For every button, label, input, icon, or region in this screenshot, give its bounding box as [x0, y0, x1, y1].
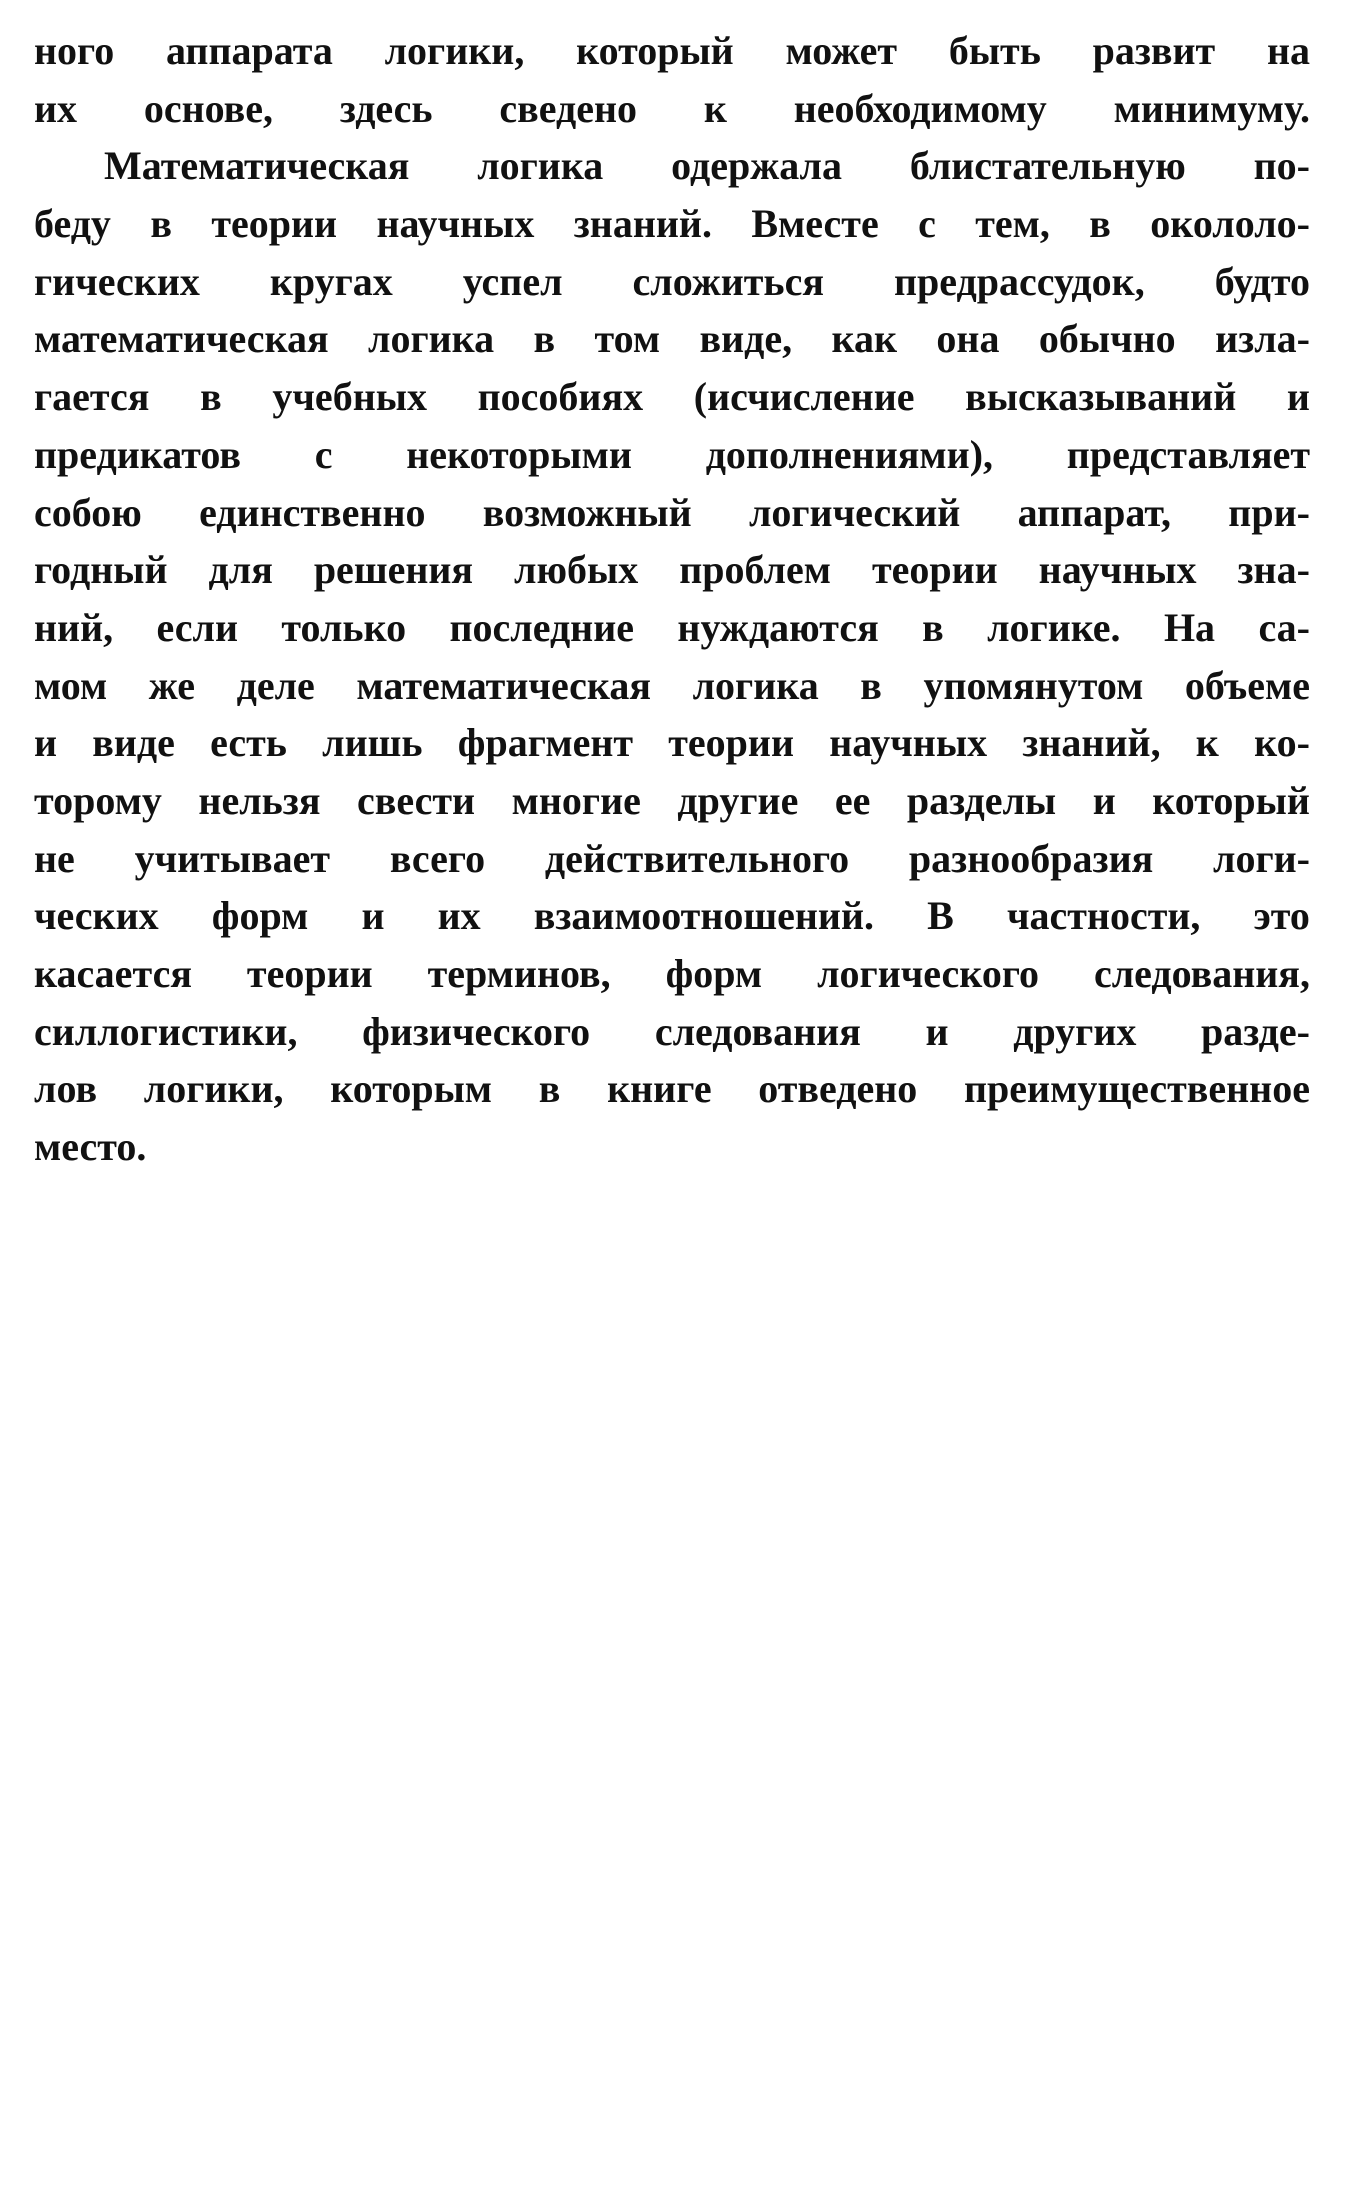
text-line: место. [34, 1124, 147, 1170]
text-line: предикатов с некоторыми дополнениями), представляет [34, 431, 1310, 477]
text-line: и виде есть лишь фрагмент теории научных знаний, к ко- [34, 720, 1310, 766]
text-line: ного аппарата логики, который может быть развит на [34, 28, 1310, 73]
paragraph-1 [34, 22, 1310, 137]
text-line: Математическая логика одержала блистательную по- [104, 143, 1310, 189]
text-line: гается в учебных пособиях (исчисление высказываний и [34, 374, 1310, 420]
text-line: их основе, здесь сведено к необходимому минимуму. [34, 85, 1310, 131]
text-line: собою единственно возможный логический аппарат, при- [34, 489, 1310, 535]
text-line: гических кругах успел сложиться предрассудок, будто [34, 258, 1310, 304]
text-line: лов логики, которым в книге отведено преимущественное [34, 1066, 1310, 1112]
text-line: ний, если только последние нуждаются в логике. На са- [34, 604, 1310, 650]
text-line: касается теории терминов, форм логического следования, [34, 951, 1310, 996]
text-line: не учитывает всего действительного разнообразия логи- [34, 835, 1310, 881]
page-text [34, 22, 1310, 1176]
text-line: годный для решения любых проблем теории научных зна- [34, 547, 1310, 593]
text-line: силлогистики, физического следования и других разде- [34, 1008, 1310, 1054]
text-line: мом же деле математическая логика в упомянутом объеме [34, 662, 1310, 708]
text-line: математическая логика в том виде, как она обычно изла- [34, 316, 1310, 362]
text-line: торому нельзя свести многие другие ее разделы и который [34, 777, 1310, 823]
text-line: ческих форм и их взаимоотношений. В частности, это [34, 893, 1310, 939]
text-line: беду в теории научных знаний. Вместе с тем, в окололо- [34, 201, 1310, 247]
paragraph-2 [34, 137, 1310, 1175]
